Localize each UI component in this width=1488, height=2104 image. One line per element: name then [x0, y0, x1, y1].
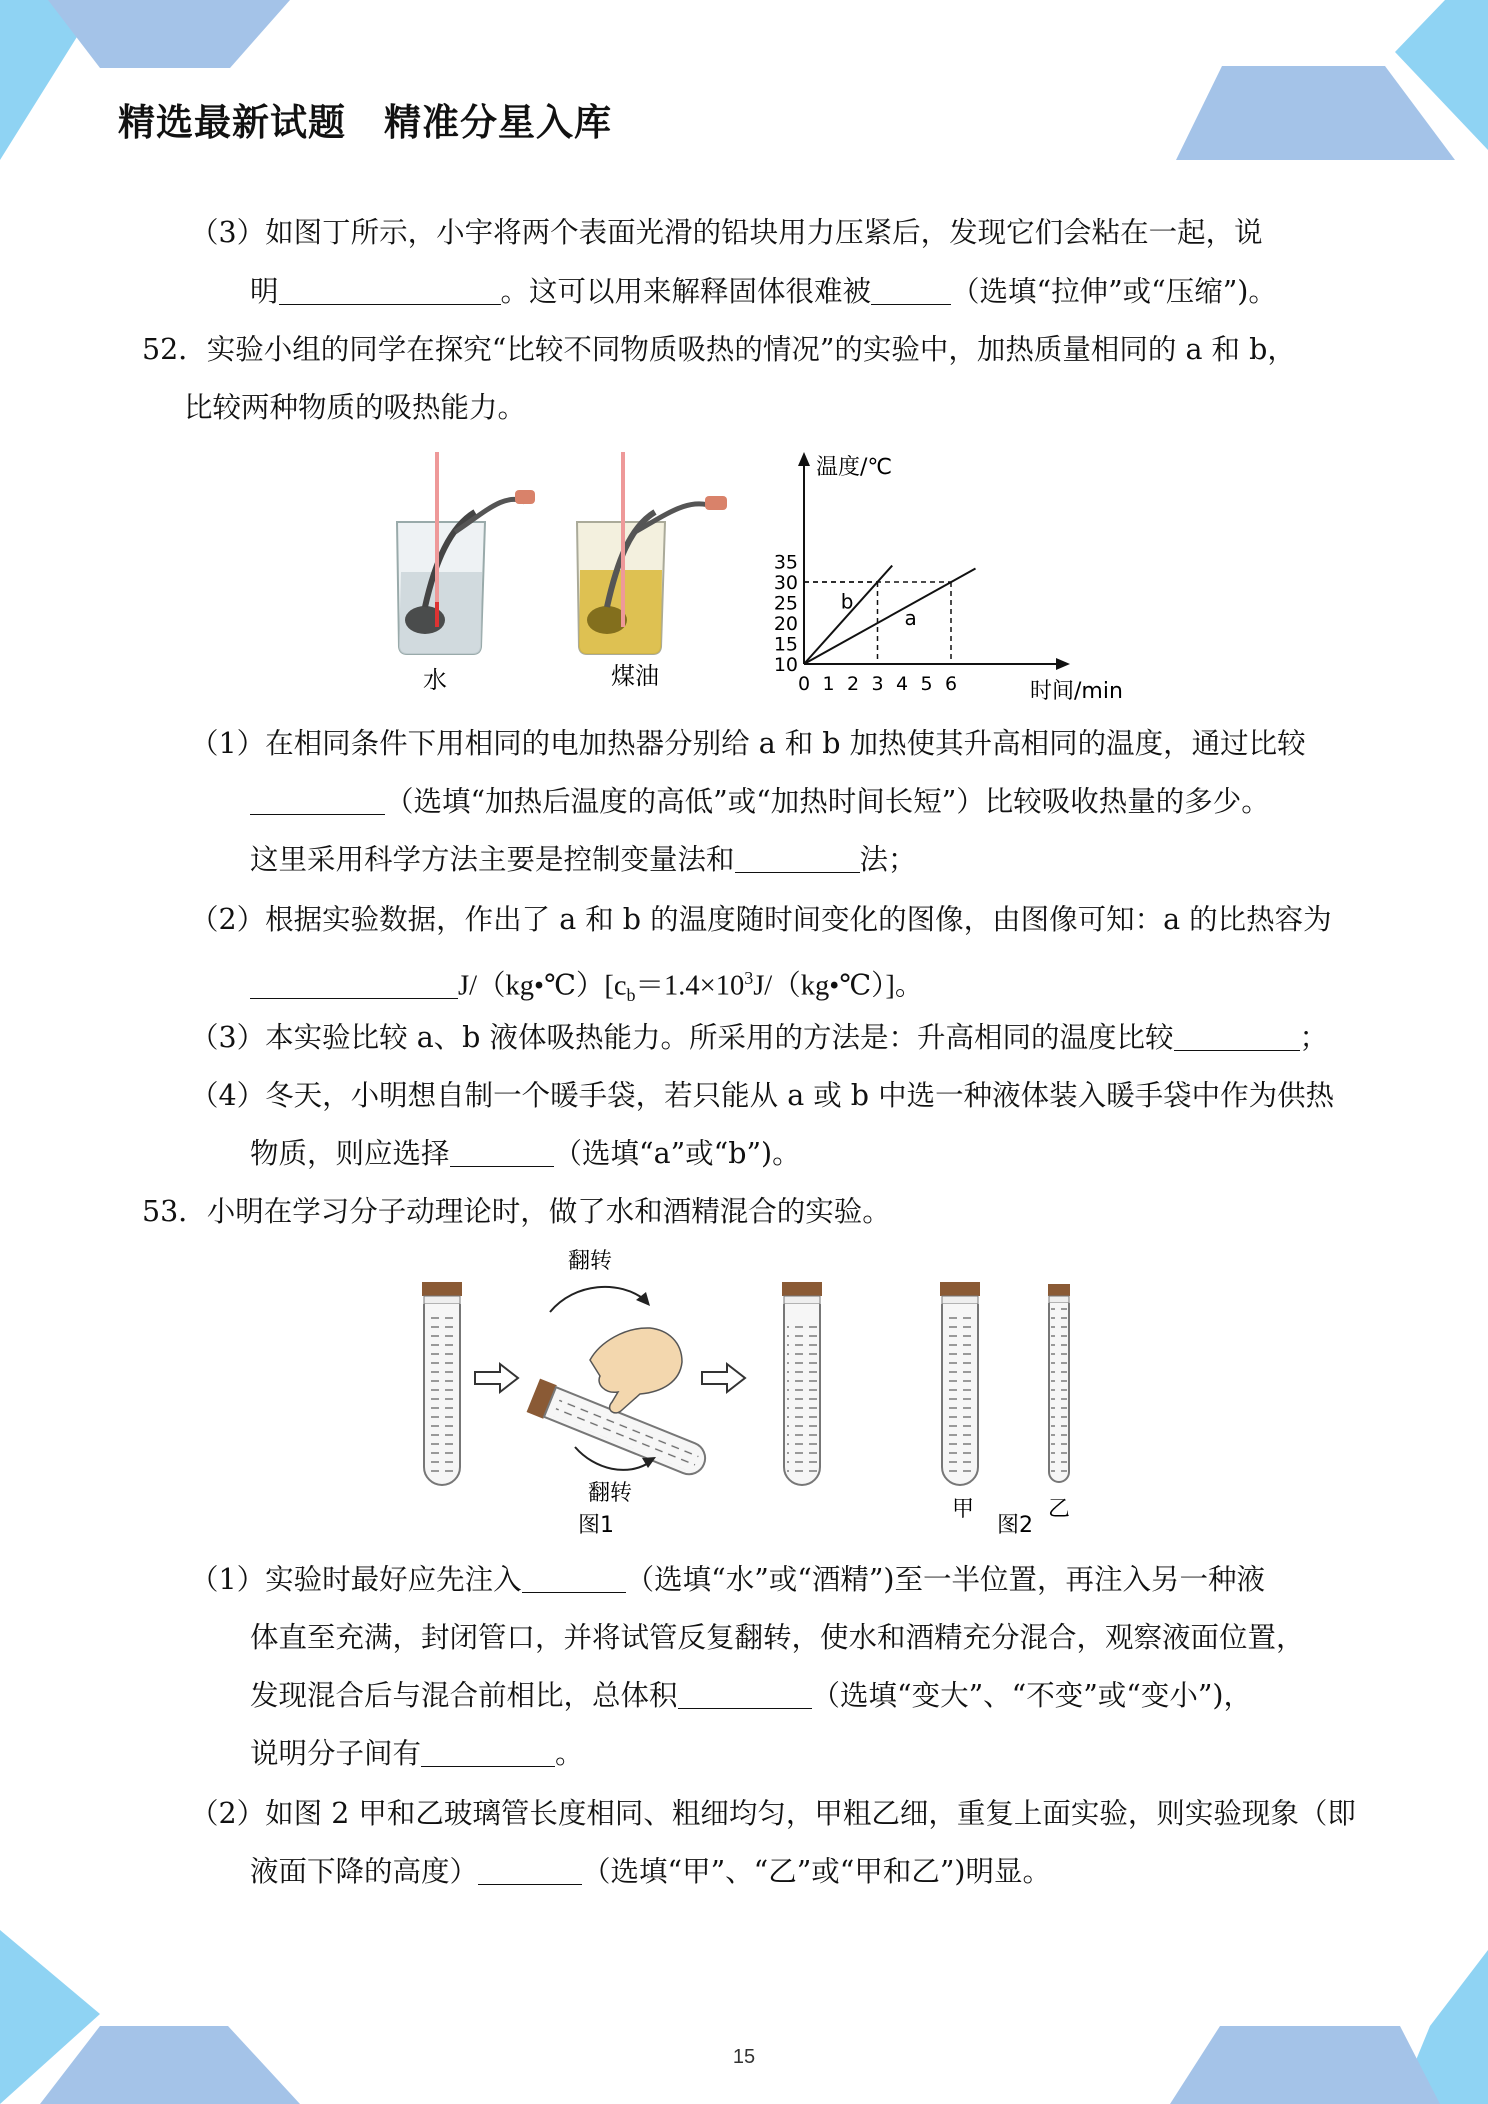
text-segment: （选填“甲”、“乙”或“甲和乙”)明显。	[582, 1855, 1052, 1888]
x-tick-label: 2	[846, 673, 860, 695]
text-line	[190, 1560, 1265, 1600]
text-segment: 明	[250, 275, 279, 308]
text-segment: 说明分子间有	[250, 1737, 422, 1770]
arrow-right-1	[475, 1364, 518, 1392]
answer-blank[interactable]	[421, 1736, 555, 1767]
text-line: 体直至充满，封闭管口，并将试管反复翻转，使水和酒精充分混合，观察液面位置，	[250, 1621, 1305, 1654]
text-segment: （选填“水”或“酒精”)至一半位置，再注入另一种液	[625, 1563, 1266, 1596]
figure-52-beakers	[385, 452, 765, 704]
text-line: （2）如图 2 甲和乙玻璃管长度相同、粗细均匀，甲粗乙细，重复上面实验，则实验现象（即	[190, 1797, 1356, 1830]
text-line	[250, 958, 923, 1015]
x-tick-label: 0	[797, 673, 811, 695]
y-tick-label: 15	[773, 633, 798, 656]
series-line-a	[804, 568, 976, 664]
series-label-b: b	[840, 589, 854, 614]
x-tick-label: 1	[822, 673, 835, 695]
subscript: b	[626, 985, 636, 1006]
x-axis-label: 时间/min	[1030, 679, 1123, 704]
text-segment: J/（kg•℃）[c	[458, 970, 627, 1002]
text-segment: 法；	[859, 843, 917, 876]
text-line	[190, 1018, 1328, 1058]
text-segment: （选填“拉伸”或“压缩”)。	[951, 275, 1277, 308]
y-tick-label: 30	[773, 572, 798, 594]
text-segment: （1）实验时最好应先注入	[190, 1563, 522, 1596]
text-segment: 液面下降的高度）	[250, 1855, 479, 1888]
text-line	[250, 272, 1277, 312]
figure-53	[400, 1242, 1120, 1552]
answer-blank[interactable]	[450, 1136, 554, 1167]
answer-blank[interactable]	[522, 1562, 626, 1593]
text-segment: 物质，则应选择	[250, 1137, 450, 1170]
fig2-caption: 图2	[997, 1513, 1033, 1538]
text-segment: ；	[1299, 1021, 1329, 1054]
text-line	[250, 840, 917, 880]
kerosene-beaker	[577, 452, 727, 654]
answer-blank[interactable]	[250, 968, 458, 999]
superscript: 3	[744, 968, 754, 988]
y-tick-label: 25	[773, 592, 798, 615]
answer-blank[interactable]	[1174, 1020, 1300, 1051]
flip-label-top: 翻转	[567, 1249, 613, 1274]
tube-label-yi: 乙	[1047, 1497, 1071, 1522]
text-segment: （选填“加热后温度的高低”或“加热时间长短”）比较吸收热量的多少。	[385, 785, 1270, 818]
text-line	[250, 1676, 1252, 1716]
hand-icon	[590, 1328, 682, 1413]
arrow-right-2	[702, 1364, 745, 1392]
figure-52-chart	[760, 448, 1140, 708]
text-line: （2）根据实验数据，作出了 a 和 b 的温度随时间变化的图像，由图像可知：a 的比热容为	[190, 903, 1332, 936]
text-segment: J/（kg•℃）]。	[753, 970, 924, 1002]
text-segment: 发现混合后与混合前相比，总体积	[250, 1679, 678, 1712]
text-segment: （3）本实验比较 a、b 液体吸热能力。所采用的方法是：升高相同的温度比较	[190, 1021, 1174, 1054]
footer-decoration	[0, 1930, 1488, 2104]
question-52-stem: 52．实验小组的同学在探究“比较不同物质吸热的情况”的实验中，加热质量相同的 a 和 b，	[142, 333, 1296, 366]
text-line: （4）冬天，小明想自制一个暖手袋，若只能从 a 或 b 中选一种液体装入暖手袋中作为供热	[190, 1079, 1335, 1112]
fig1-caption: 图1	[578, 1513, 614, 1538]
flip-arrow-top	[550, 1287, 645, 1312]
tube-label-jia: 甲	[951, 1497, 975, 1522]
text-segment: ＝1.4×10	[635, 970, 745, 1002]
x-tick-label: 6	[944, 673, 958, 695]
text-line	[250, 782, 1270, 822]
text-line: （1）在相同条件下用相同的电加热器分别给 a 和 b 加热使其升高相同的温度，通过比较	[190, 727, 1306, 760]
answer-blank[interactable]	[478, 1854, 582, 1885]
answer-blank[interactable]	[250, 784, 385, 815]
y-tick-label: 35	[773, 551, 798, 574]
text-line	[250, 1734, 584, 1774]
y-axis-label: 温度/℃	[816, 455, 893, 480]
x-axis-arrow	[1056, 658, 1070, 670]
test-tube-yi	[1048, 1284, 1070, 1482]
text-line: 比较两种物质的吸热能力。	[184, 391, 527, 424]
y-axis-arrow	[798, 452, 810, 466]
x-tick-label: 4	[895, 673, 909, 695]
flip-label-bottom: 翻转	[587, 1481, 633, 1506]
text-segment: （选填“a”或“b”)。	[553, 1137, 801, 1170]
text-line: （3）如图丁所示，小宇将两个表面光滑的铅块用力压紧后，发现它们会粘在一起，说	[190, 216, 1263, 249]
test-tube-jia	[940, 1282, 980, 1485]
question-53-stem: 53．小明在学习分子动理论时，做了水和酒精混合的实验。	[142, 1195, 891, 1228]
water-beaker	[397, 452, 535, 654]
y-tick-label: 10	[773, 654, 798, 676]
test-tube-1	[422, 1282, 462, 1485]
header-title: 精选最新试题 精准分星入库	[118, 101, 612, 144]
text-segment: 这里采用科学方法主要是控制变量法和	[250, 843, 735, 876]
page-number: 15	[732, 2046, 756, 2068]
beaker-label-kerosene: 煤油	[611, 662, 659, 690]
text-line	[250, 1852, 1051, 1892]
answer-blank[interactable]	[871, 274, 951, 305]
text-segment: 。	[555, 1737, 584, 1770]
x-tick-label: 3	[871, 673, 884, 695]
answer-blank[interactable]	[279, 274, 501, 305]
test-tube-mixed	[782, 1282, 822, 1485]
answer-blank[interactable]	[735, 842, 860, 873]
text-segment: 。这可以用来解释固体很难被	[500, 275, 872, 308]
y-tick-label: 20	[773, 613, 798, 635]
series-line-b	[804, 566, 892, 664]
text-line	[250, 1134, 801, 1174]
series-label-a: a	[904, 606, 917, 631]
beaker-label-water: 水	[423, 666, 447, 694]
text-segment: （选填“变大”、“不变”或“变小”)，	[811, 1679, 1253, 1712]
answer-blank[interactable]	[678, 1678, 812, 1709]
x-tick-label: 5	[920, 673, 933, 695]
